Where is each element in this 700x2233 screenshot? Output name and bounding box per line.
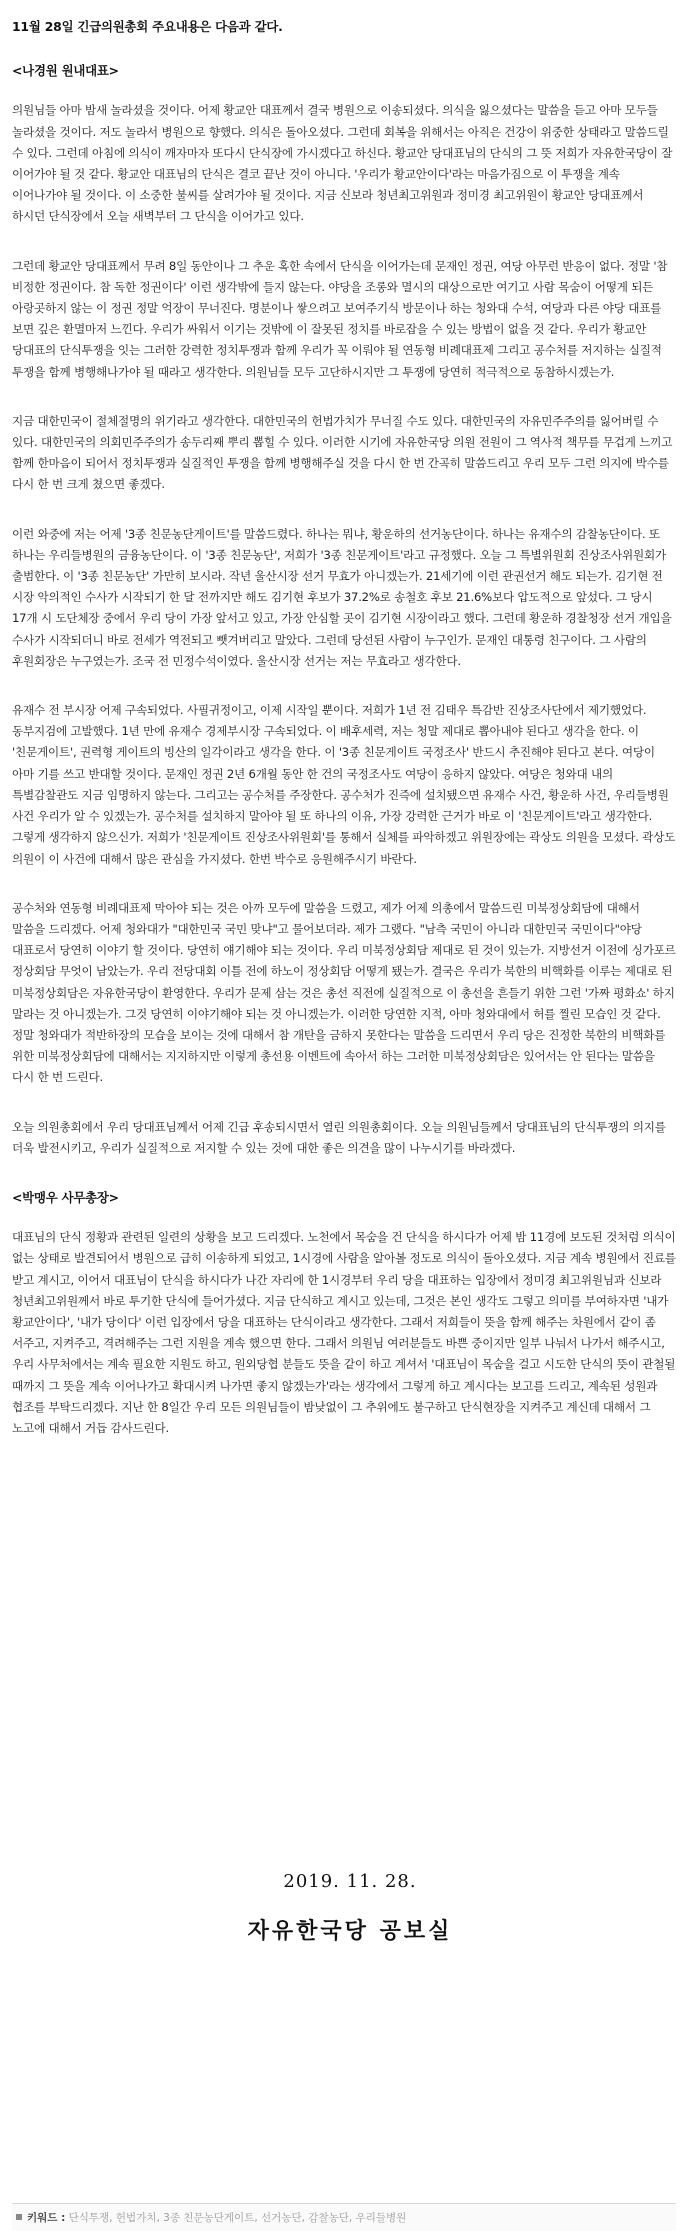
keyword-tag-list	[69, 2212, 407, 2224]
keyword-tag[interactable]: 단식투쟁	[68, 2212, 110, 2224]
keyword-tag[interactable]: 선거농단	[261, 2212, 302, 2224]
paragraph: 그런데 황교안 당대표께서 무려 8일 동안이나 그 추운 혹한 속에서 단식을 이어가는데 문재인 정권, 여당 아무런 반응이 없다. 정말 '참 비정한 정권이다. 참 독한 정권이다' 이런 생각밖에 들지 않는다. 야당을 조롱와 멸시의 대상으로만 여기고 사람 목숨이 어떻게 되든 아랑곳하지 않는 이 정권 정말 억장이 무너진다. 명분이나 쌓으려고 보여주기식 방문이나 하는 청와대 수석, 여당과 다른 야당 대표를 보면 깊은 환멸마저 느낀다. 우리가 싸워서 이기는 것밖에 이 잘못된 정치를 바로잡을 수 있는 방법이 없을 것 같다. 우리가 황교안 당대표의 단식투쟁을 잇는 그러한 강력한 정치투쟁과 함께 우리가 꼭 이뤄야 될 연동형 비례대표제 그리고 공수처를 저지하는 실질적 투쟁을 함께 병행해나가야 될 때라고 생각한다. 의원님들 모두 고단하시지만 그 투쟁에 당연히 적극적으로 동참하시겠는가.	[12, 258, 668, 379]
paragraph: 대표님의 단식 정황과 관련된 일련의 상황을 보고 드리겠다. 노천에서 목숨을 건 단식을 하시다가 어제 밤 11경에 보도된 것처럼 의식이 없는 상태로 발견되어서 병원으로 급히 이송하게 되었고, 1시경에 사람을 알아볼 정도로 의식이 돌아오셨다. 지금 계속 병원에서 진료를 받고 계시고, 이어서 대표님이 단식을 하시다가 나간 자리에 한 1시경부터 우리 당을 대표하는 입장에서 정미경 최고위원님과 신보라 청년최고위원께서 바로 투기한 단식에 들어가셨다. 지금 단식하고 계시고 있는데, 그것은 본인 생각도 그렇고 의미를 부여하자면 '내가 황교안이다', '내가 당이다' 이런 입장에서 당을 대표하는 단식이라고 생각한다. 그래서 저희들이 뜻을 함께 해주는 차원에서 같이 좀 서주고, 지켜주고, 격려해주는 그런 지원을 계속 했으면 한다. 그래서 의원님 여러분들도 바쁜 중이지만 일부 나눠서 나가서 해주시고, 우리 사무처에서는 계속 필요한 지원도 하고, 원외당협 분들도 뜻을 같이 하고 계셔서 '대표님이 목숨을 걸고 시도한 단식의 뜻이 관철될 때까지 그 뜻을 계속 이어나가고 확대시켜 나가면 좋지 않겠는가'라는 생각에서 그렇게 하고 계시다는 보고를 드리고, 계속된 성원과 협조를 부탁드리겠다. 지난 한 8일간 우리 모든 의원님들이 밤낮없이 그 추위에도 불구하고 단식현장을 지켜주고 계신데 대해서 그 노고에 대해서 거듭 감사드린다.	[12, 1230, 676, 1435]
tag-separator: ,	[301, 2212, 309, 2224]
paragraph: 의원님들 아마 밤새 놀라셨을 것이다. 어제 황교안 대표께서 결국 병원으로 이송되셨다. 의식을 잃으셨다는 말씀을 듣고 아마 모두들 놀라셨을 것이다. 저도 놀라서 병원으로 향했다. 의식은 돌아오셨다. 그런데 회복을 위해서는 아직은 건강이 위중한 상태라고 말씀드릴 수 있다. 그런데 아침에 의식이 깨자마자 또다시 단식장에 가시겠다고 하신다. 황교안 당대표님의 단식의 그 뜻 저희가 자유한국당이 잘 이어가야 될 것 같다. 황교안 대표님의 단식은 결코 끝난 것이 아니다. '우리가 황교안이다'라는 마음가짐으로 이 투쟁을 계속 이어나가야 될 것이다. 이 소중한 불씨를 살려가야 될 것이다. 지금 신보라 청년최고위원과 정미경 최고위원이 황교안 당대표께서 하시던 단식장에서 오늘 새벽부터 그 단식을 이어가고 있다.	[12, 103, 673, 224]
tag-separator: ,	[254, 2212, 262, 2224]
tag-separator: ,	[156, 2212, 164, 2224]
paragraph: 유재수 전 부시장 어제 구속되었다. 사필귀정이고, 이제 시작일 뿐이다. 저희가 1년 전 김태우 특감반 진상조사단에서 제기했었다. 동부지검에 고발했다. 1년 만에 유재수 경제부시장 구속되었다. 이 배후세력, 저는 청말 제대로 뽑아내야 된다고 생각을 한다. 이 '친문게이트', 권력형 게이트의 빙산의 일각이라고 생각을 한다. 이 '3종 친문게이트 국정조사' 반드시 추진해야 된다고 본다. 여당이 아마 기를 쓰고 반대할 것이다. 문재인 정권 2년 6개월 동안 한 건의 국정조사도 여당이 응하지 않았다. 여당은 청와대 내의 특별감찰관도 지금 임명하지 않는다. 그리고는 공수처를 주장한다. 공수처가 진즉에 설치됐으면 유재수 사건, 황운하 사건, 우리들병원 사건 우리가 알 수 있겠는가. 공수처를 설치하지 말아야 될 또 하나의 이유, 가장 강력한 근거가 바로 이 '친문게이트'라고 생각한다. 그렇게 생각하지 않으신가. 저희가 '친문게이트 진상조사위원회'를 통해서 실체를 파악하겠고 위원장에는 곽상도 의원을 모셨다. 곽상도 의원이 이 사건에 대해서 많은 관심을 가지셨다. 한번 박수로 응원해주시기 바란다.	[12, 703, 676, 866]
section-heading: <박맹우 사무총장>	[12, 1189, 119, 1205]
keyword-tag[interactable]: 우리들병원	[355, 2212, 407, 2224]
paragraph: 이런 와중에 저는 어제 '3종 친문농단게이트'를 말씀드렸다. 하나는 뭐냐, 황운하의 선거농단이다. 하나는 유재수의 감찰농단이다. 또 하나는 우리들병원의 금융농단이다. 이 '3종 친문농단', 저희가 '3종 친문게이트'라고 규정했다. 오늘 그 특별위원회 진상조사위원회가 출범한다. 이 '3종 친문농단' 가만히 보시라. 작년 울산시장 선거 무효가 아니겠는가. 21세기에 이런 관권선거 해도 되는가. 김기현 전 시장 악의적인 수사가 시작되기 한 달 전까지만 해도 김기현 후보가 37.2%로 송철호 후보 21.6%보다 압도적으로 앞섰다. 그 당시 17개 시 도단체장 중에서 우리 당이 가장 앞서고 있고, 가장 안심할 곳이 김기현 시장이라고 했다. 그런데 황운하 경찰청장 선거 개입을 수사가 시작되더니 바로 전세가 역전되고 뺏겨버리고 말았다. 그런데 당선된 사람이 누구인가. 문재인 대통령 친구이다. 그 사람의 후원회장은 누구였는가. 조국 전 민정수석이였다. 울산시장 선거는 저는 무효라고 생각한다.	[12, 526, 672, 668]
keyword-tag[interactable]: 헌법가치	[115, 2212, 157, 2224]
section-park-maengwoo	[12, 1187, 676, 1439]
issuing-office: 자유한국당 공보실	[247, 1919, 453, 1944]
press-release-body	[12, 16, 676, 1439]
keyword-tag[interactable]: 3종 친문농단게이트	[163, 2212, 255, 2224]
signature-block	[0, 1871, 700, 1945]
keyword-bar	[12, 2203, 676, 2231]
paragraph: 공수처와 연동형 비례대표제 막아야 되는 것은 아까 모두에 말씀을 드렸고, 제가 어제 의총에서 말씀드린 미북정상회담에 대해서 말씀을 드리겠다. 어제 청와대가 "대한민국 국민 맞냐"고 물어보더라. 제가 그랬다. "남측 국민이 아니라 대한민국 국민이다"야당 대표로서 당연히 이야기 할 것이다. 당연히 얘기해야 되는 것이다. 우리 미북정상회담 제대로 된 것이 있는가. 지방선거 이전에 싱가포르 정상회담 무엇이 남았는가. 우리 전당대회 이틀 전에 하노이 정상회담 어떻게 됐는가. 결국은 우리가 북한의 비핵화를 이루는 제대로 된 미북정상회담은 자유한국당이 환영한다. 우리가 문제 삼는 것은 총선 직전에 실질적으로 이 총선을 흔들기 위한 그런 '가짜 평화쇼' 하지 말라는 것 아니겠는가. 그것 당연히 이야기해야 되는 것 아니겠는가. 이러한 당연한 지적, 아마 청와대에서 허를 찔린 모습인 것 같다. 정말 청와대가 적반하장의 모습을 보이는 것에 대해서 참 개탄을 금하지 못한다는 말씀을 드리면서 우리 당은 진정한 북한의 비핵화를 위한 미북정상회담에 대해서는 지지하지만 이렇게 총선용 이벤트에 속아서 하는 그러한 미북정상회담은 있어서는 안 된다는 말씀을 다시 한 번 드린다.	[12, 900, 676, 1085]
keyword-tag[interactable]: 감찰농단	[308, 2212, 349, 2224]
lead-sentence: 11월 28일 긴급의원총회 주요내용은 다음과 같다.	[12, 19, 283, 34]
paragraph: 오늘 의원총회에서 우리 당대표님께서 어제 긴급 후송되시면서 열린 의원총회이다. 오늘 의원님들께서 당대표님의 단식투쟁의 의지를 더욱 발전시키고, 우리가 실질적으로 저지할 수 있는 것에 대한 좋은 의견을 많이 나누시기를 바라겠다.	[12, 1119, 666, 1155]
paragraph: 지금 대한민국이 절체절명의 위기라고 생각한다. 대한민국의 헌법가치가 무너질 수도 있다. 대한민국의 자유민주주의를 잃어버릴 수 있다. 대한민국의 의회민주주의가 송두리째 뿌리 뽑힐 수 있다. 이러한 시기에 자유한국당 의원 전원이 그 역사적 책무를 무겁게 느끼고 함께 한마음이 되어서 정치투쟁과 실질적인 투쟁을 함께 병행해주실 것을 다시 한 번 간곡히 말씀드리고 우리 모두 그런 의지에 박수를 다시 한 번 크게 쳤으면 좋겠다.	[12, 413, 673, 492]
section-heading: <나경원 원내대표>	[12, 63, 119, 79]
keyword-label: 키워드 :	[27, 2212, 66, 2224]
section-na-kyungwon	[12, 60, 676, 1159]
tag-separator: ,	[109, 2212, 116, 2224]
release-date: 2019. 11. 28.	[283, 1871, 417, 1892]
tag-separator: ,	[348, 2212, 356, 2224]
square-bullet-icon	[16, 2214, 22, 2220]
